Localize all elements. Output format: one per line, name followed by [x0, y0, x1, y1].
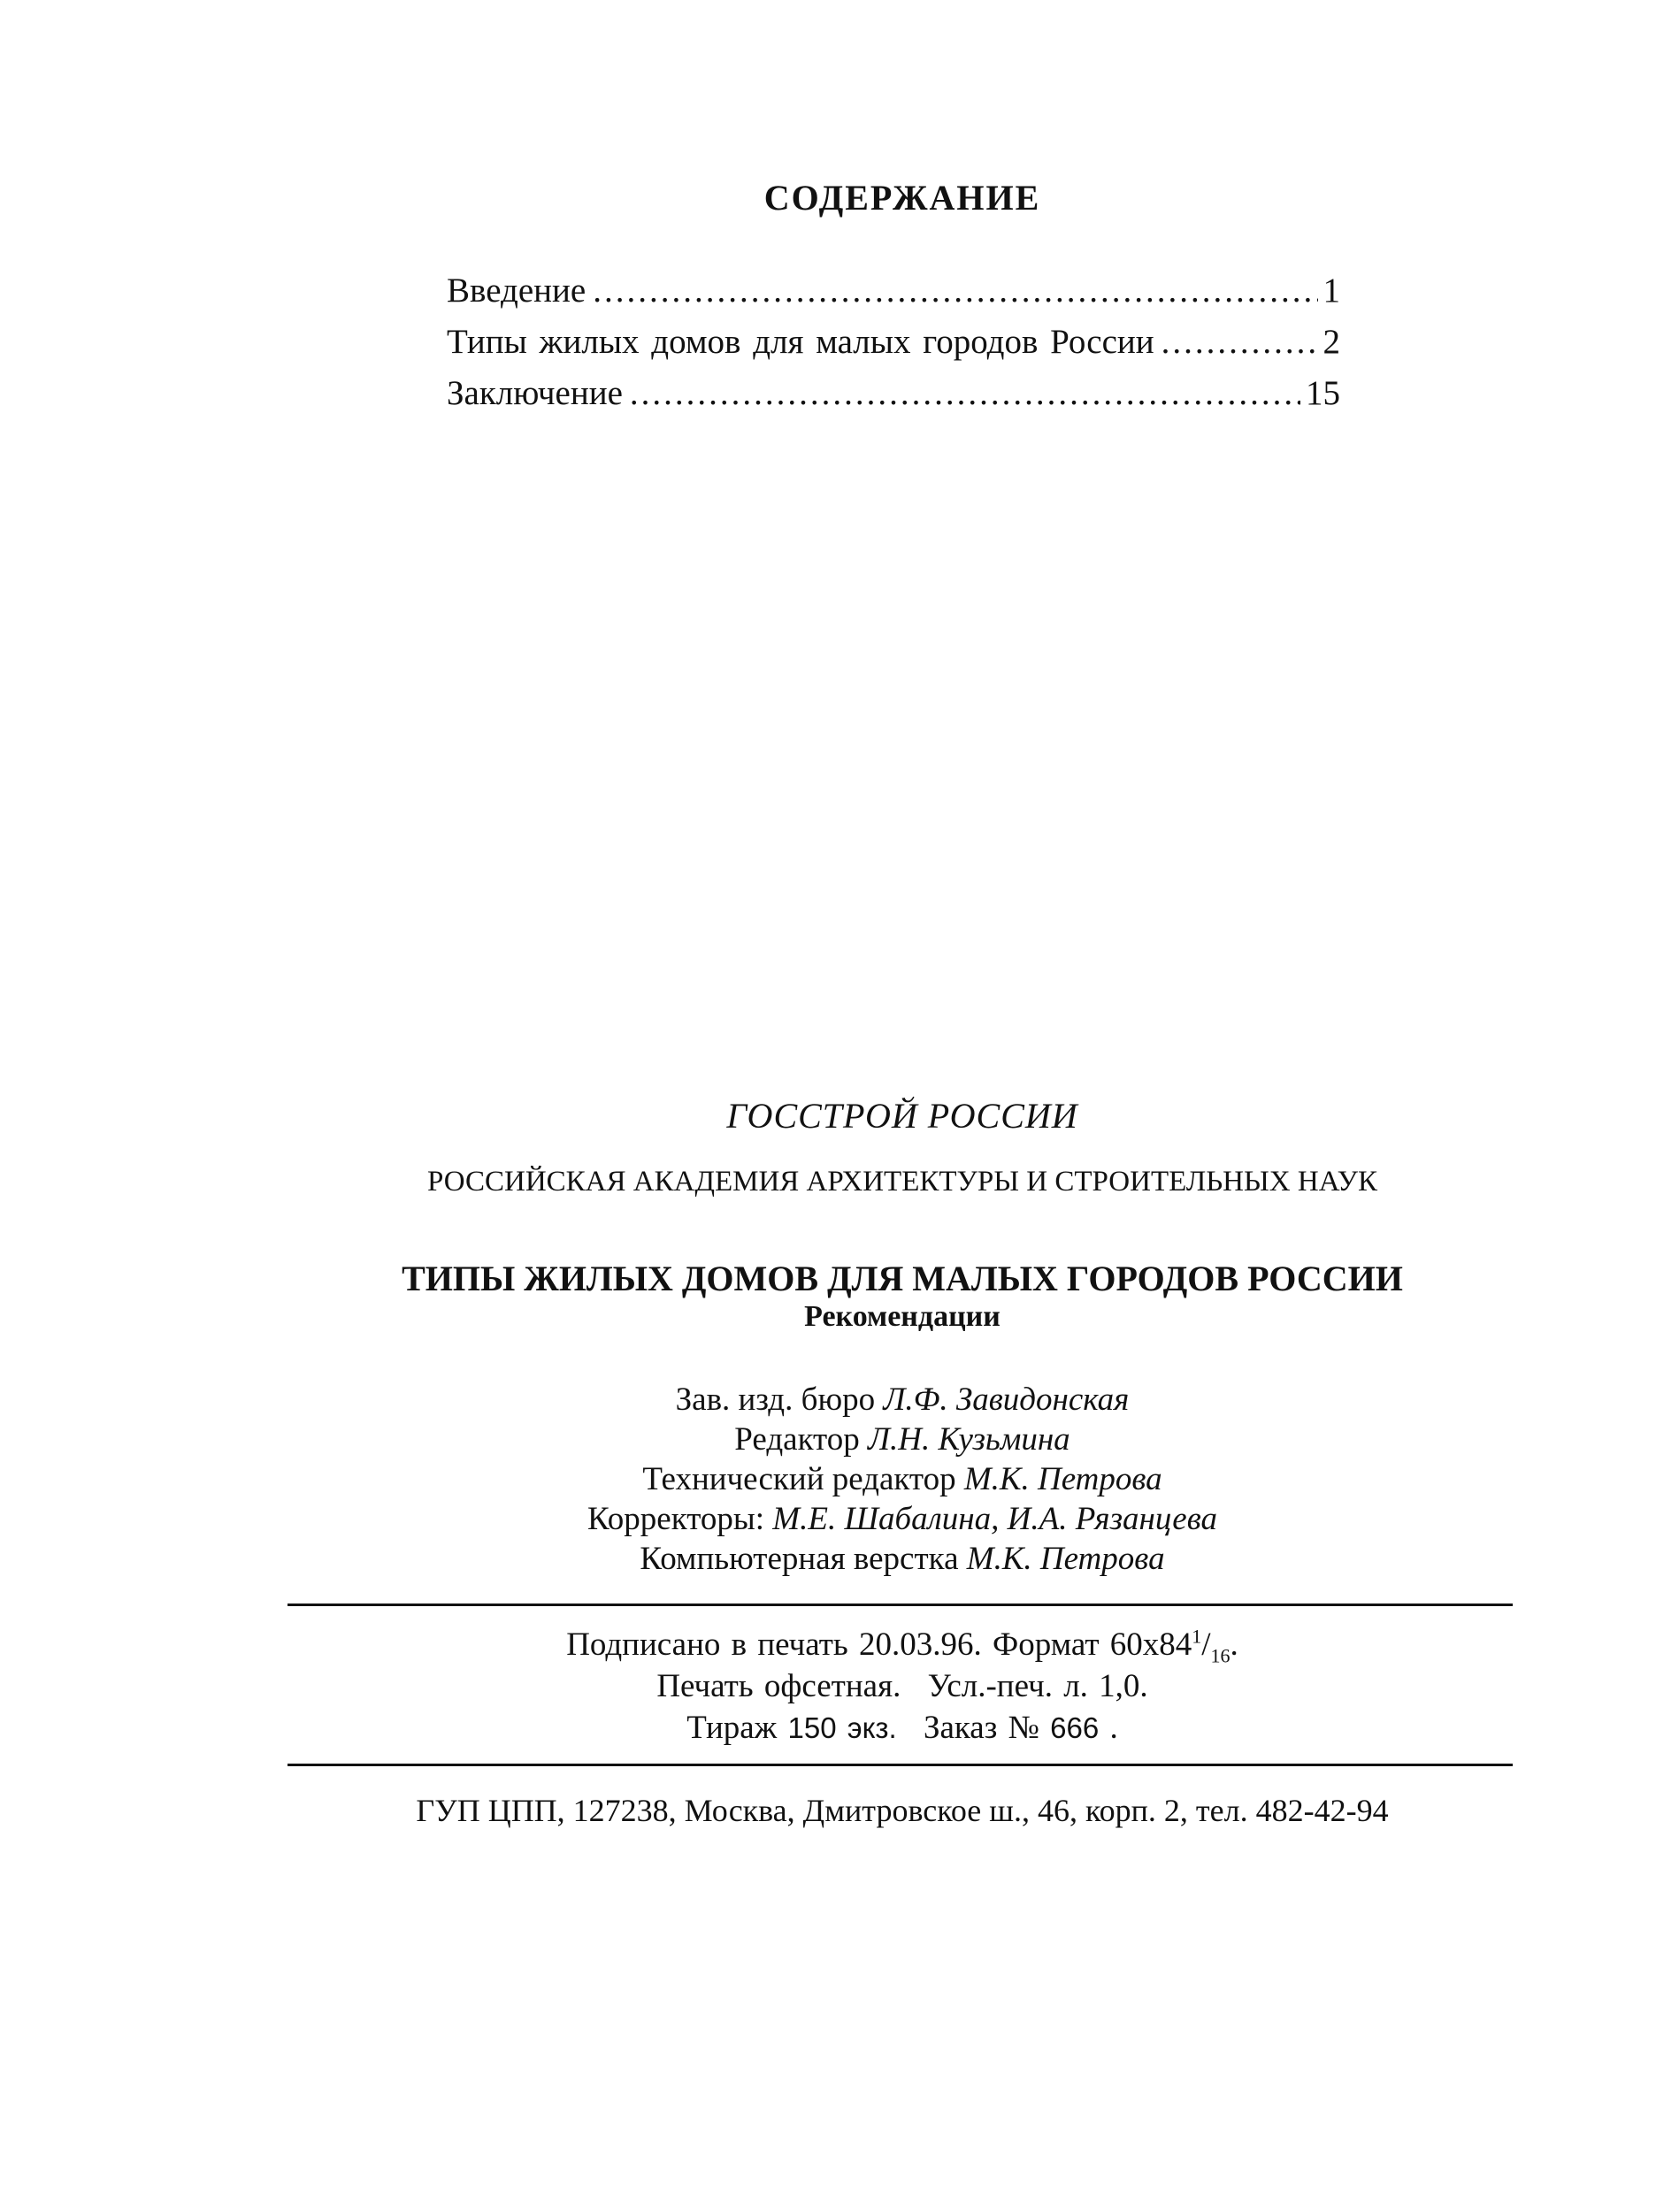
print-order-value: 666 [1050, 1711, 1100, 1744]
publication-subtitle: Рекомендации [804, 1300, 1000, 1333]
credit-line [0, 1539, 1656, 1579]
toc-item[interactable] [447, 373, 1340, 425]
toc-leader-dots [1162, 322, 1318, 362]
academy-name: РОССИЙСКАЯ АКАДЕМИЯ АРХИТЕКТУРЫ И СТРОИТЕЛЬНЫХ НАУК [426, 1166, 1377, 1198]
format-end: . [1230, 1626, 1238, 1663]
print-signed-text: Подписано в печать 20.03.96. Формат 60х84 [566, 1626, 1192, 1663]
toc-item-label: Введение [447, 272, 586, 310]
credit-role: Корректоры: [586, 1501, 765, 1537]
divider-top [288, 1604, 1513, 1606]
print-run-value: 150 экз. [787, 1711, 897, 1744]
toc-item-page: 15 [1306, 374, 1340, 412]
credit-role: Компьютерная верстка [640, 1541, 959, 1577]
toc-item[interactable] [447, 322, 1340, 373]
print-run-line [0, 1707, 1656, 1749]
divider-bottom [288, 1764, 1513, 1766]
organization-name: ГОССТРОЙ РОССИИ [726, 1096, 1078, 1136]
credit-role: Зав. изд. бюро [675, 1382, 876, 1418]
toc-item-label: Заключение [447, 374, 623, 412]
credit-person: М.Е. Шабалина, И.А. Рязанцева [772, 1501, 1218, 1537]
print-order-label: Заказ № [923, 1710, 1039, 1746]
toc-title: СОДЕРЖАНИЕ [763, 178, 1041, 218]
credit-person: Л.Н. Кузьмина [868, 1421, 1070, 1458]
credit-person: М.К. Петрова [966, 1541, 1165, 1577]
toc-leader-dots [630, 373, 1300, 413]
credit-role: Редактор [734, 1421, 860, 1458]
print-sheets-text: Усл.-печ. л. 1,0. [927, 1668, 1148, 1704]
print-order-end: . [1109, 1710, 1118, 1746]
table-of-contents [447, 271, 1340, 425]
format-superscript: 1 [1192, 1625, 1202, 1648]
format-subscript: 16 [1210, 1644, 1230, 1667]
publication-title: ТИПЫ ЖИЛЫХ ДОМОВ ДЛЯ МАЛЫХ ГОРОДОВ РОССИИ [402, 1259, 1403, 1298]
credit-person: М.К. Петрова [963, 1461, 1162, 1497]
print-info-block [0, 1624, 1656, 1749]
toc-item[interactable] [447, 271, 1340, 322]
print-offset-line [0, 1665, 1656, 1707]
credits-block [0, 1380, 1656, 1579]
toc-leader-dots [593, 271, 1317, 310]
credit-role: Технический редактор [642, 1461, 956, 1497]
toc-item-label: Типы жилых домов для малых городов России [447, 323, 1154, 361]
credit-person: Л.Ф. Завидонская [883, 1382, 1130, 1418]
credit-line [0, 1420, 1656, 1459]
toc-item-page: 2 [1322, 323, 1340, 361]
print-signed-line [0, 1624, 1656, 1665]
credit-line [0, 1459, 1656, 1499]
toc-item-page: 1 [1322, 272, 1340, 310]
format-slash: / [1201, 1626, 1211, 1663]
print-run-label: Тираж [686, 1710, 778, 1746]
print-offset-text: Печать офсетная. [656, 1668, 901, 1704]
publisher-address: ГУП ЦПП, 127238, Москва, Дмитровское ш., 46, корп. 2, тел. 482-42-94 [416, 1793, 1389, 1828]
credit-line [0, 1380, 1656, 1420]
credit-line [0, 1499, 1656, 1539]
